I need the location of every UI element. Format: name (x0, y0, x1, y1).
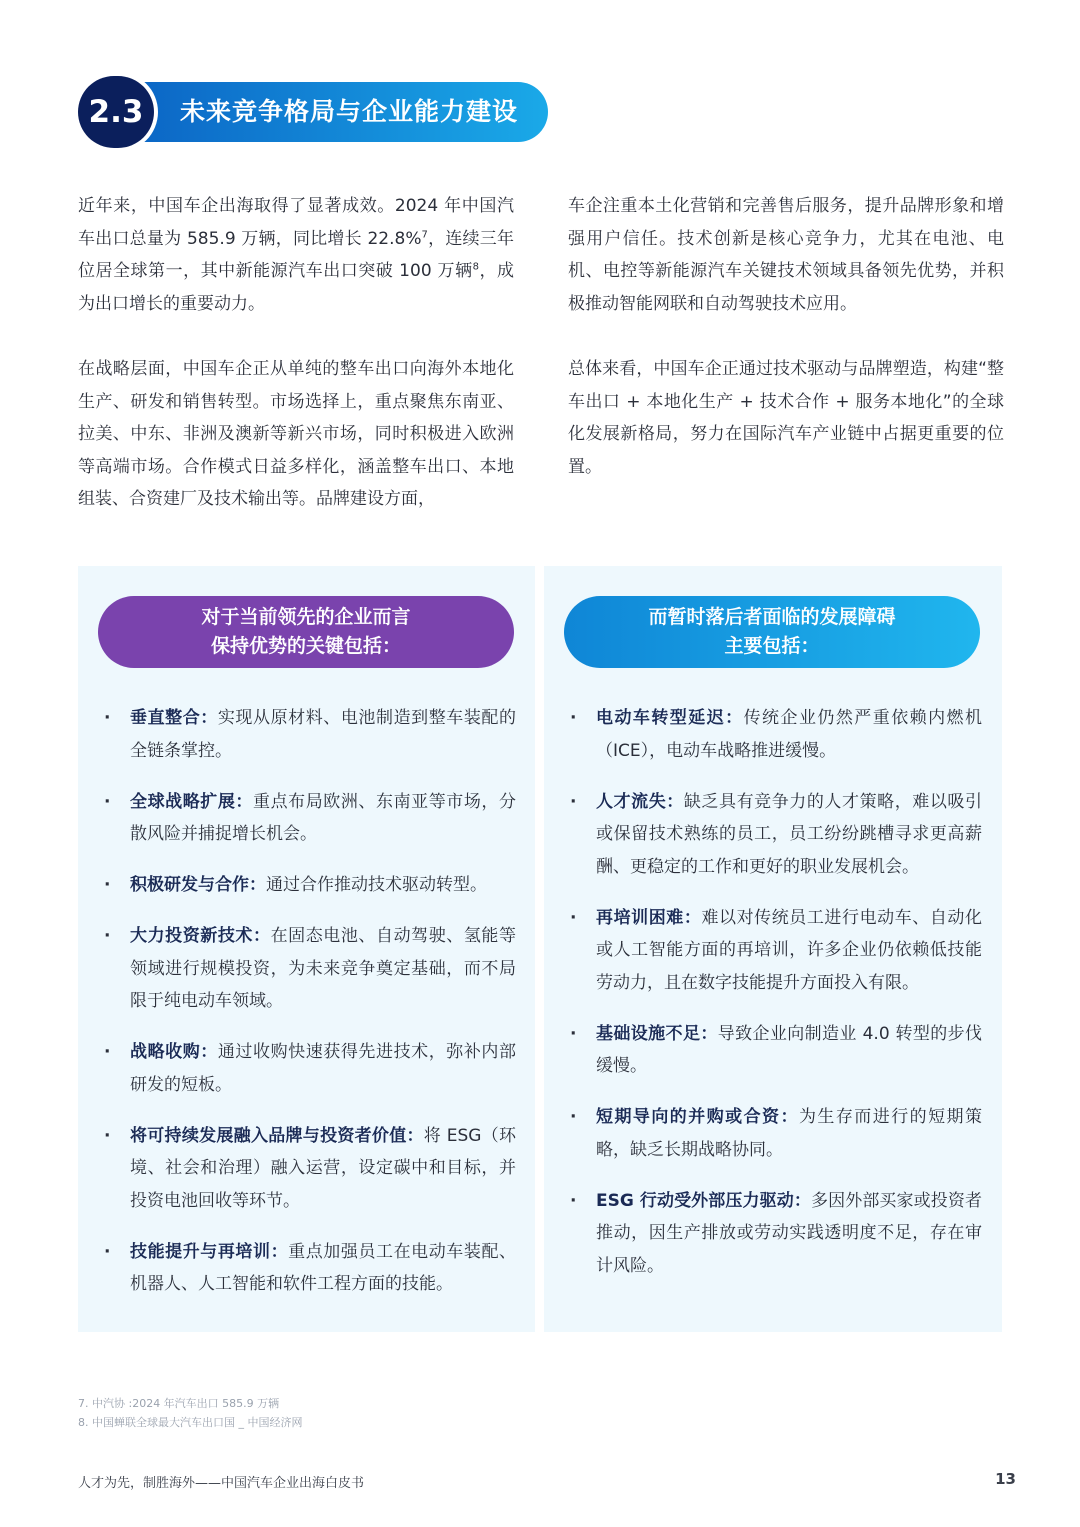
footnotes (78, 1394, 302, 1432)
laggards-list (596, 702, 982, 1301)
leaders-box-title: 对于当前领先的企业而言 保持优势的关键包括： (98, 596, 514, 668)
footnote-7: 7. 中汽协 :2024 年汽车出口 585.9 万辆 (78, 1397, 280, 1410)
footnote-ref-8: 8 (472, 261, 479, 273)
list-item: · 战略收购：通过收购快速获得先进技术，弥补内部研发的短板。 (130, 1036, 516, 1101)
list-item: · 大力投资新技术：在固态电池、自动驾驶、氢能等领域进行规模投资，为未来竞争奠定基础，而不局限于纯电动车领域。 (130, 920, 516, 1018)
intro-paragraph-2: 在战略层面，中国车企正从单纯的整车出口向海外本地化生产、研发和销售转型。市场选择上，重点聚焦东南亚、拉美、中东、非洲及澳新等新兴市场，同时积极进入欧洲等高端市场。合作模式日益多样化，涵盖整车出口、本地组装、合资建厂及技术输出等。品牌建设方面， (78, 359, 514, 509)
intro-left-column (78, 190, 514, 549)
section-header (78, 76, 550, 148)
laggards-box (544, 566, 1002, 1332)
intro-paragraph-1: 近年来，中国车企出海取得了显著成效。2024 年中国汽车出口总量为 585.9 万辆，同比增长 22.8%$^7$，连续三年位居全球第一，其中新能源汽车出口突破 100 万辆$^8$，成为出口增长的重要动力。 (78, 196, 515, 314)
list-item: · 短期导向的并购或合资：为生存而进行的短期策略，缺乏长期战略协同。 (596, 1101, 982, 1166)
list-item: · 电动车转型延迟：传统企业仍然严重依赖内燃机（ICE），电动车战略推进缓慢。 (596, 702, 982, 767)
footer-title: 人才为先，制胜海外——中国汽车企业出海白皮书 (78, 1476, 365, 1491)
list-item: · 积极研发与合作：通过合作推动技术驱动转型。 (130, 869, 516, 902)
list-item: · ESG 行动受外部压力驱动：多因外部买家或投资者推动，因生产排放或劳动实践透明度不足，存在审计风险。 (596, 1185, 982, 1283)
section-number-badge: 2.3 (78, 76, 154, 148)
list-item: · 基础设施不足：导致企业向制造业 4.0 转型的步伐缓慢。 (596, 1018, 982, 1083)
intro-paragraph-3: 车企注重本土化营销和完善售后服务，提升品牌形象和增强用户信任。技术创新是核心竞争力，尤其在电池、电机、电控等新能源汽车关键技术领域具备领先优势，并积极推动智能网联和自动驾驶技术应用。 (568, 196, 1004, 314)
section-title: 未来竞争格局与企业能力建设 (180, 97, 519, 126)
footnote-ref-7: 7 (421, 228, 428, 240)
list-item: · 全球战略扩展：重点布局欧洲、东南亚等市场，分散风险并捕捉增长机会。 (130, 786, 516, 851)
list-item: · 人才流失：缺乏具有竞争力的人才策略，难以吸引或保留技术熟练的员工，员工纷纷跳槽寻求更高薪酬、更稳定的工作和更好的职业发展机会。 (596, 786, 982, 884)
list-item: · 将可持续发展融入品牌与投资者价值：将 ESG（环境、社会和治理）融入运营，设定碳中和目标，并投资电池回收等环节。 (130, 1120, 516, 1218)
intro-paragraph-4: 总体来看，中国车企正通过技术驱动与品牌塑造，构建“整车出口 + 本地化生产 + 技术合作 + 服务本地化”的全球化发展新格局，努力在国际汽车产业链中占据更重要的位置。 (568, 359, 1004, 477)
list-item: · 垂直整合：实现从原材料、电池制造到整车装配的全链条掌控。 (130, 702, 516, 767)
list-item: · 再培训困难：难以对传统员工进行电动车、自动化或人工智能方面的再培训，许多企业仍依赖低技能劳动力，且在数字技能提升方面投入有限。 (596, 902, 982, 1000)
leaders-box (78, 566, 535, 1332)
intro-right-column (568, 190, 1004, 516)
page-number: 13 (995, 1470, 1016, 1488)
leaders-list (130, 702, 516, 1319)
footnote-8: 8. 中国蝉联全球最大汽车出口国 _ 中国经济网 (78, 1416, 303, 1429)
laggards-box-title: 而暂时落后者面临的发展障碍 主要包括： (564, 596, 980, 668)
list-item: · 技能提升与再培训：重点加强员工在电动车装配、机器人、人工智能和软件工程方面的技能。 (130, 1236, 516, 1301)
